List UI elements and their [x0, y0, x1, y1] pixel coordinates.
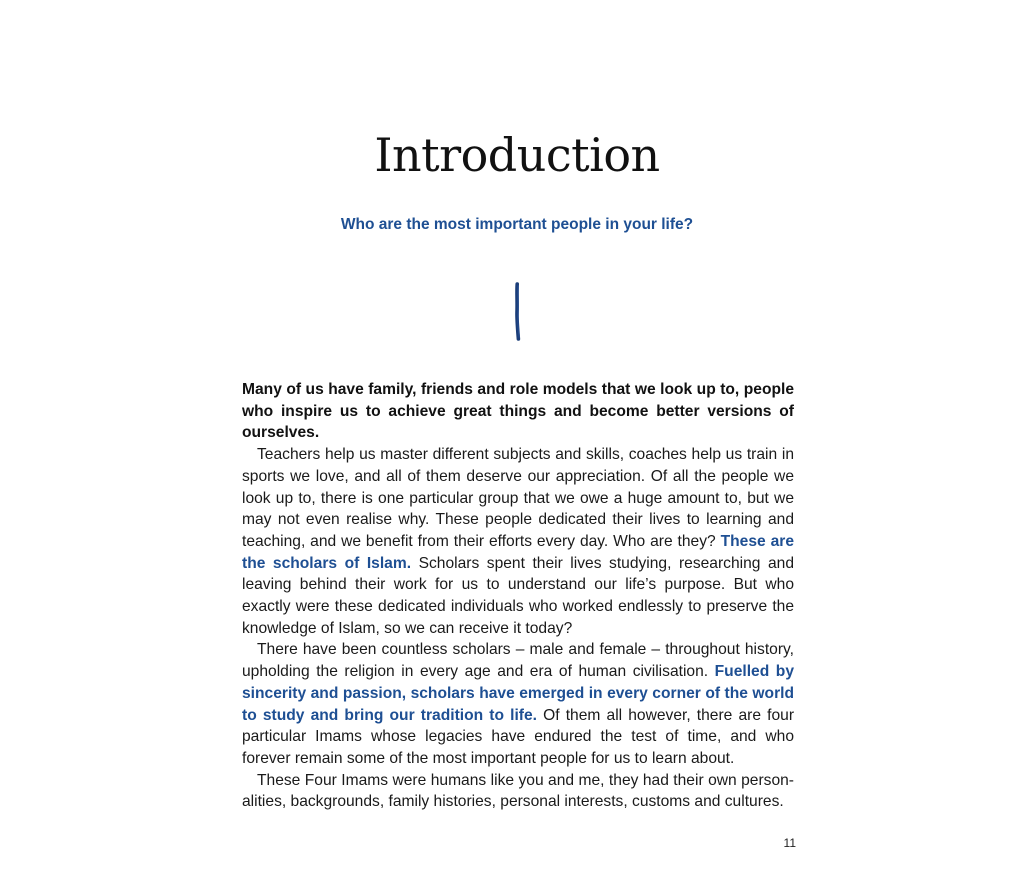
paragraph-2-highlight: Fuelled by sincerity and passion, scholars have emerged in every corner of the world to study and bring our tradition to life. [242, 663, 794, 724]
paragraph-2-text: There have been countless scholars – male and female – throughout history, upholding the religion in every age and era of human civilisation. [242, 641, 794, 681]
body-text [242, 379, 794, 813]
paragraph-1-text-cont: Scholars spent their lives studying, researching and leaving behind their work for us to understand our life’s purpose. But who exactly were these dedicated individuals who worked endlessly to preserve the knowledge of Islam, so we can receive it today? [242, 554, 794, 637]
page-number: 11 [783, 836, 796, 850]
paragraph-2 [242, 639, 794, 769]
lead-paragraph: Many of us have family, friends and role models that we look up to, people who inspire us to achieve great things and become better versions of ourselves. [242, 381, 794, 442]
paragraph-1-text: Teachers help us master different subjects and skills, coaches help us train in sports we love, and all of them deserve our appreciation. Of all the people we look up to, there is one particular group that we owe a huge amount to, but we may not even realise why. These people dedicated their lives to learning and teaching, and we benefit from their efforts every day. Who are they? [242, 446, 794, 550]
page-title: Introduction [374, 128, 660, 182]
paragraph-2-text-cont: Of them all however, there are four particular Imams whose legacies have endured the test of time, and who forever remain some of the most important people for us to learn about. [242, 706, 795, 767]
paragraph-1 [242, 444, 794, 639]
brush-stroke-icon [512, 282, 524, 342]
page-subtitle: Who are the most important people in your life? [340, 216, 694, 233]
paragraph-3: These Four Imams were humans like you and me, they had their own personalities, backgrounds, family histories, personal interests, customs and cultures. [242, 771, 794, 811]
paragraph-1-highlight: These are the scholars of Islam. [242, 532, 794, 572]
